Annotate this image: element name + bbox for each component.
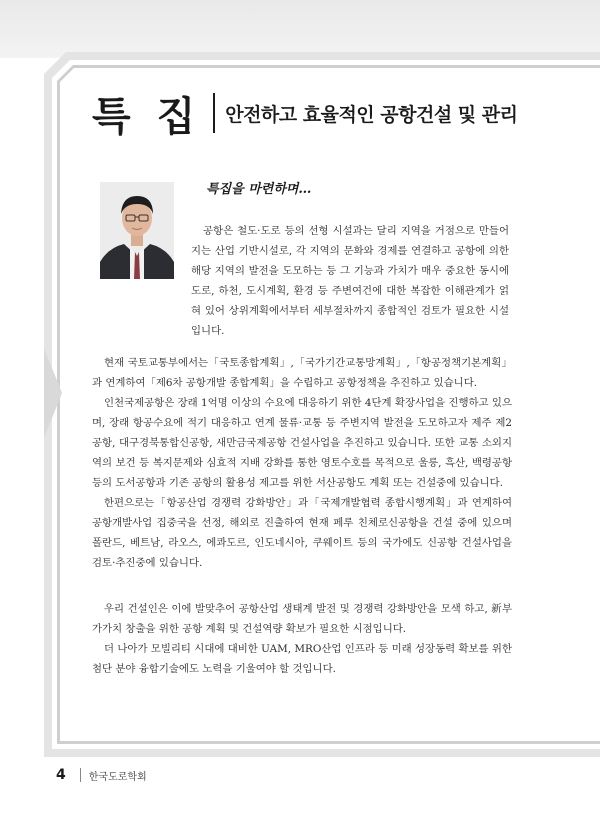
body-paragraph: 현재 국토교통부에서는「국토종합계획」,「국가기간교통망계획」,「항공정책기본계획」과 연계하여「제6차 공항개발 종합계획」을 수립하고 공항정책을 추진하고 있습니다. bbox=[92, 357, 512, 389]
top-band bbox=[0, 0, 600, 58]
intro-heading: 특집을 마련하며… bbox=[206, 182, 312, 197]
body-paragraph: 더 나아가 모빌리티 시대에 대비한 UAM, MRO산업 인프라 등 미래 성장동력 확보를 위한 첨단 분야 융합기술에도 노력을 기울여야 할 것입니다. bbox=[92, 643, 512, 675]
body-block-1 bbox=[92, 353, 512, 573]
body-paragraph: 인천국제공항은 장래 1억명 이상의 수요에 대응하기 위한 4단계 확장사업을 진행하고 있으며, 장래 항공수요에 적기 대응하고 연계 물류·교통 등 주변지역 발전을 도모하고자 제주 제2공항, 대구경북통합신공항, 새만금국제공항 건설사업을 추진하고 있습니다. 또한 교통 소외지역의 보건 등 복지문제와 심효적 지배 강화를 통한 영토수호를 목적으로 울릉, 흑산, 백령공항 등의 도서공항과 기존 공항의 활용성 제고를 위한 서산공항도 계획 또는 건설중에 있습니다. bbox=[92, 397, 512, 489]
footer-divider bbox=[80, 768, 81, 782]
publication-name: 한국도로학회 bbox=[88, 771, 147, 783]
page-number: 4 bbox=[56, 767, 66, 783]
author-photo bbox=[100, 182, 174, 279]
feature-title bbox=[92, 88, 572, 138]
body-block-2 bbox=[92, 599, 512, 679]
title-divider bbox=[213, 93, 215, 133]
intro-paragraph: 공항은 철도·도로 등의 선형 시설과는 달리 지역을 거점으로 만들어지는 산업 기반시설로, 각 지역의 문화와 경제를 연결하고 공항에 의한 해당 지역의 발전을 도모하는 등 그 기능과 가치가 매우 중요한 동시에 도로, 하천, 도시계획, 환경 등 주변여건에 대한 복잡한 이해관계가 얽혀 있어 상위계획에서부터 세부절차까지 종합적인 검토가 필요한 시설입니다. bbox=[191, 225, 509, 337]
feature-subtitle: 안전하고 효율적인 공항건설 및 관리 bbox=[225, 103, 518, 126]
body-paragraph: 우리 건설인은 이에 발맞추어 공항산업 생태계 발전 및 경쟁력 강화방안을 모색 하고, 新부가가치 창출을 위한 공항 계획 및 건설역량 확보가 필요한 시점입니다. bbox=[92, 603, 512, 635]
section-label: 특 집 bbox=[92, 93, 202, 140]
page-footer bbox=[56, 766, 147, 784]
body-paragraph: 한편으로는「항공산업 경쟁력 강화방안」과「국제개발협력 종합시행계획」과 연계하여 공항개발사업 집중국을 선정, 해외로 진출하여 현재 페루 친체로신공항을 건설 중에 있으며 폴란드, 베트남, 라오스, 에콰도르, 인도네시아, 쿠웨이트 등의 국가에도 신공항 건설사업을 검토·추진중에 있습니다. bbox=[92, 497, 512, 569]
